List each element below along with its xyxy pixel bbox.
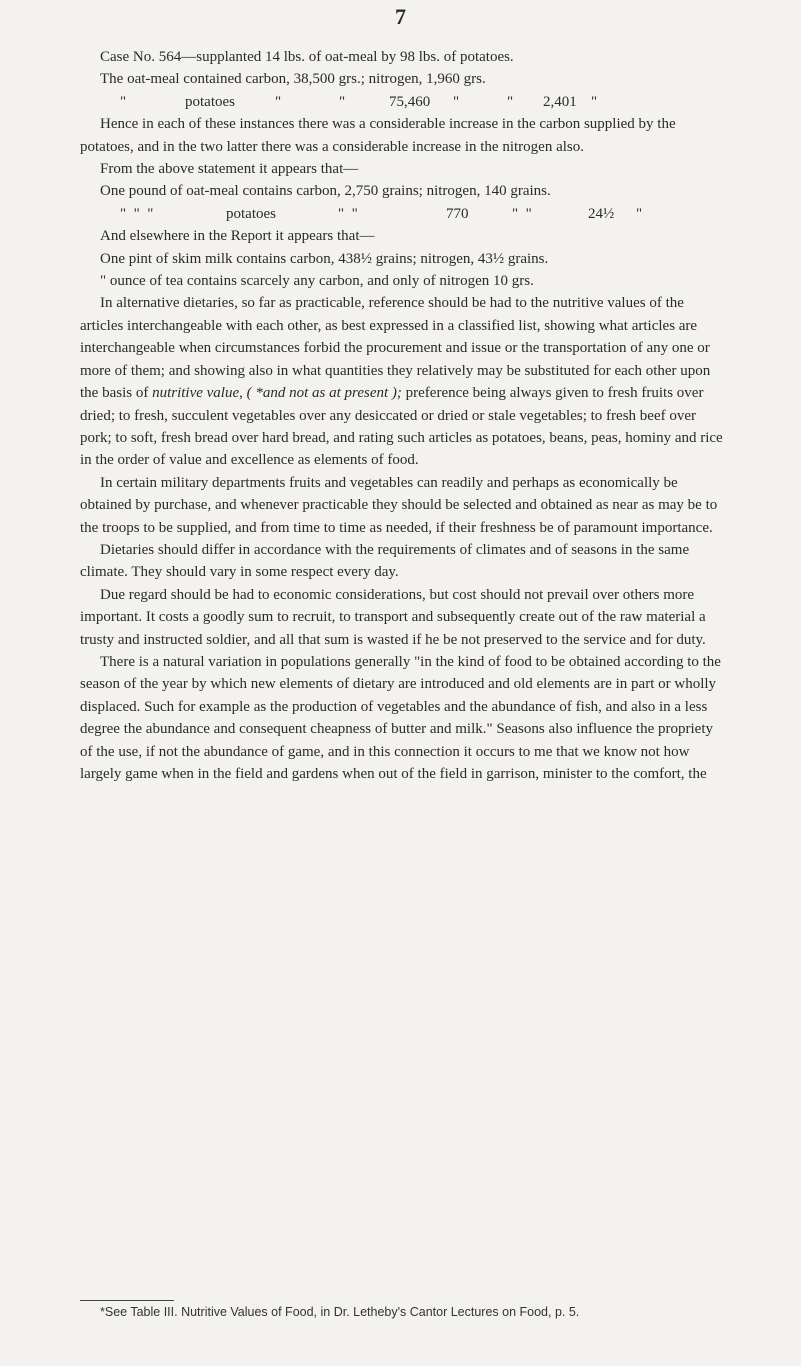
footnote-reference: ( *and not as at present ); xyxy=(246,385,402,402)
ditto-marks: " " xyxy=(338,205,358,222)
footnote xyxy=(80,1300,728,1321)
case-potatoes-label: potatoes xyxy=(185,93,235,110)
case-oatmeal-row: The oat-meal contained carbon, 38,500 grs.; nitrogen, 1,960 grs. xyxy=(100,71,486,88)
case-potatoes-carbon: 75,460 xyxy=(389,93,431,110)
potatoes-carbon: 770 xyxy=(446,205,469,222)
potatoes-nitrogen: 24½ xyxy=(588,205,615,222)
ditto-mark: " xyxy=(120,93,127,110)
paragraph-alternative-dietaries xyxy=(80,292,728,471)
ditto-mark: " xyxy=(591,93,598,110)
paragraph-from-above: From the above statement it appears that— xyxy=(100,161,359,178)
paragraph-hence: Hence in each of these instances there was a considerable increase in the carbon supplied by the potatoes, and in the two latter there was a considerable increase in the nitrogen also. xyxy=(80,116,676,155)
tea-line: " ounce of tea contains scarcely any carbon, and only of nitrogen 10 grs. xyxy=(100,273,534,290)
ditto-mark: " xyxy=(636,205,643,222)
case-intro: Case No. 564—supplanted 14 lbs. of oat-meal by 98 lbs. of potatoes. xyxy=(100,49,514,65)
footnote-rule xyxy=(80,1300,174,1301)
ditto-mark: " xyxy=(453,93,460,110)
ditto-mark: " xyxy=(507,93,514,110)
ditto-mark: " xyxy=(275,93,282,110)
potatoes-pound-line xyxy=(80,203,728,225)
paragraph-elsewhere: And elsewhere in the Report it appears that— xyxy=(100,228,375,245)
ditto-marks: " " " xyxy=(120,205,154,222)
paragraph-military: In certain military departments fruits and vegetables can readily and perhaps as economically be obtained by purchase, and whenever practicable they should be selected and obtained as near as may be to the troops to be supplied, and from time to time as needed, if their freshness be of paramount importance. xyxy=(80,474,718,536)
ditto-marks: " " xyxy=(512,205,532,222)
case-potatoes-row xyxy=(80,91,728,113)
oatmeal-pound-line: One pound of oat-meal contains carbon, 2,750 grains; nitrogen, 140 grains. xyxy=(100,183,551,200)
paragraph-climates: Dietaries should differ in accordance with the requirements of climates and of seasons in the same climate. They should vary in some respect every day. xyxy=(80,541,690,581)
page-number: 7 xyxy=(395,4,406,29)
paragraph-natural-variation: There is a natural variation in populations generally "in the kind of food to be obtained according to the season of the year by which new elements of dietary are introduced and old elements are in part or wholly displaced. Such for example as the production of vegetables and the abundance of fish, and also in a less degree the abundance and consequent cheapness of butter and milk." Seasons also influence the propriety of the use, if not the abundance of game, and in this connection it occurs to me that we know not how largely game when in the field and gardens when out of the field in garrison, minister to the comfort, the xyxy=(80,653,721,782)
alt-dietaries-text-2: preference being always given to fresh fruits over dried; to fresh, succulent vegetables over any desiccated or dried or stale vegetables; to fresh beef over pork; to soft, fresh bread over hard bread, and rating such articles as potatoes, beans, peas, hominy and rice in the order of value and excellence as elements of food. xyxy=(80,385,723,469)
footnote-text: *See Table III. Nutritive Values of Food, in Dr. Letheby's Cantor Lectures on Food, p. 5. xyxy=(100,1305,580,1319)
case-potatoes-nitrogen: 2,401 xyxy=(543,93,577,110)
potatoes-label: potatoes xyxy=(226,205,276,222)
alt-dietaries-text-1: In alternative dietaries, so far as practicable, reference should be had to the nutritive values of the articles interchangeable with each other, as best expressed in a classified list, showing what articles are interchangeable when circumstances forbid the procurement and issue or the transportation of any one or more of them; and showing also in what quantities they relatively may be substituted for each other upon the basis of xyxy=(80,295,711,402)
skim-milk-line: One pint of skim milk contains carbon, 438½ grains; nitrogen, 43½ grains. xyxy=(100,250,549,267)
page-body xyxy=(80,46,728,785)
paragraph-economic: Due regard should be had to economic considerations, but cost should not prevail over others more important. It costs a goodly sum to recruit, to transport and subsequently create out of the raw material a trusty and instructed soldier, and all that sum is wasted if he be not preserved to the service and for duty. xyxy=(80,586,706,648)
ditto-mark: " xyxy=(339,93,346,110)
nutritive-value-emphasis: nutritive value, xyxy=(152,385,243,402)
